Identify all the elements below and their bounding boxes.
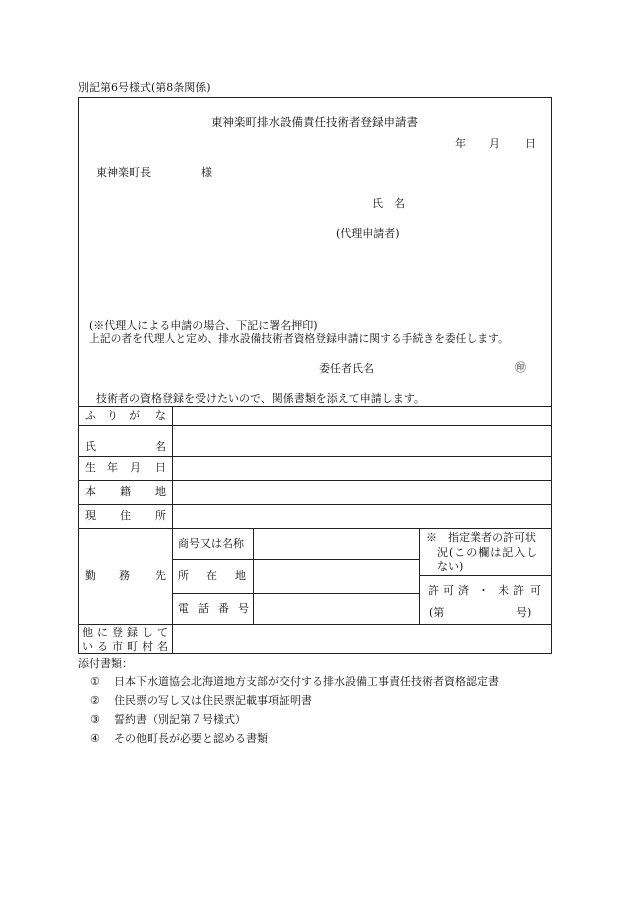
date-year-label: 年 bbox=[455, 137, 466, 150]
other-registration-line-2-char-1: い bbox=[82, 640, 93, 653]
attachment-number-3: ③ bbox=[90, 713, 100, 726]
delegator-name-label: 委任者氏名 bbox=[319, 362, 374, 375]
phone-label-char-2: 話 bbox=[198, 602, 209, 615]
other-registration-line-1-char-4: 録 bbox=[127, 626, 138, 639]
name-label-char-1: 氏 bbox=[85, 440, 96, 453]
other-registration-line-1-char-6: て bbox=[157, 626, 168, 639]
table-line-location bbox=[172, 593, 419, 594]
permit-number-prefix: (第 bbox=[429, 606, 445, 619]
table-line-name bbox=[78, 456, 552, 457]
date-day-label: 日 bbox=[525, 137, 536, 150]
birthdate-label-char-4: 日 bbox=[155, 461, 166, 474]
proxy-note: (※代理人による申請の場合、下記に署名押印) bbox=[89, 319, 318, 332]
permit-note-line-1: ※ 指定業者の許可状 bbox=[426, 531, 536, 544]
furigana-char-1: ふ bbox=[85, 409, 96, 422]
address-label-char-2: 住 bbox=[120, 509, 131, 522]
location-label-char-2: 在 bbox=[206, 569, 217, 582]
phone-label-char-3: 番 bbox=[218, 602, 229, 615]
permit-status-char-6: 許 bbox=[513, 584, 524, 597]
table-line-work bbox=[78, 624, 552, 625]
table-top-line bbox=[78, 406, 552, 407]
other-registration-line-2-char-5: 村 bbox=[142, 640, 153, 653]
name-label-char-2: 名 bbox=[155, 440, 166, 453]
trade-name-label: 商号又は名称 bbox=[178, 537, 244, 550]
birthdate-label-char-2: 年 bbox=[107, 461, 118, 474]
other-registration-line-1-char-2: に bbox=[97, 626, 108, 639]
workplace-label-char-2: 務 bbox=[119, 569, 130, 582]
address-label-char-1: 現 bbox=[85, 509, 96, 522]
furigana-char-3: が bbox=[129, 409, 140, 422]
permit-status-char-2: 可 bbox=[443, 584, 454, 597]
table-label-divider bbox=[172, 406, 173, 654]
applicant-name-label: 氏 名 bbox=[372, 197, 405, 210]
request-statement: 技術者の資格登録を受けたいので、関係書類を添えて申請します。 bbox=[96, 392, 425, 405]
date-month-label: 月 bbox=[489, 137, 500, 150]
table-line-permit bbox=[419, 575, 552, 576]
attachment-text-2: 住民票の写し又は住民票記載事項証明書 bbox=[114, 694, 312, 707]
location-label-char-3: 地 bbox=[235, 569, 246, 582]
other-registration-line-2-char-6: 名 bbox=[157, 640, 168, 653]
form-reference: 別記第6号様式(第8条関係) bbox=[78, 81, 211, 94]
table-line-trade bbox=[172, 559, 419, 560]
attachment-text-1: 日本下水道協会北海道地方支部が交付する排水設備工事責任技術者資格認定書 bbox=[114, 675, 499, 688]
form-title: 東神楽町排水設備責任技術者登録申請書 bbox=[211, 115, 418, 129]
workplace-label-char-3: 先 bbox=[155, 569, 166, 582]
table-line-domicile bbox=[78, 504, 552, 505]
address-label-char-3: 所 bbox=[155, 509, 166, 522]
permit-note-line-2: 況(この欄は記入し bbox=[437, 546, 539, 559]
furigana-char-4: な bbox=[155, 409, 166, 422]
permit-number-suffix: 号) bbox=[516, 606, 532, 619]
attachment-text-4: その他町長が必要と認める書類 bbox=[114, 732, 268, 745]
other-registration-line-1-char-3: 登 bbox=[112, 626, 123, 639]
attachments-heading: 添付書類： bbox=[78, 657, 133, 670]
birthdate-label-char-3: 月 bbox=[130, 461, 141, 474]
furigana-char-2: り bbox=[107, 409, 118, 422]
table-permit-divider bbox=[419, 528, 420, 624]
addressee-honorific: 様 bbox=[201, 166, 212, 179]
form-frame bbox=[78, 97, 552, 654]
other-registration-line-1-char-5: し bbox=[142, 626, 153, 639]
addressee-name: 東神楽町長 bbox=[96, 166, 151, 179]
permit-status-char-1: 許 bbox=[428, 584, 439, 597]
attachment-text-3: 誓約書（別記第７号様式） bbox=[114, 713, 246, 726]
attachment-number-1: ① bbox=[90, 675, 100, 688]
proxy-applicant-label: (代理申請者) bbox=[336, 227, 400, 240]
other-registration-line-2-char-4: 町 bbox=[127, 640, 138, 653]
other-registration-line-1-char-1: 他 bbox=[82, 626, 93, 639]
domicile-label-char-1: 本 bbox=[85, 485, 96, 498]
seal-icon: ㊞ bbox=[515, 361, 526, 374]
attachment-number-4: ④ bbox=[90, 732, 100, 745]
permit-note-line-3: ない) bbox=[437, 560, 464, 573]
proxy-statement: 上記の者を代理人と定め、排水設備技術者資格登録申請に関する手続きを委任します。 bbox=[89, 332, 509, 345]
table-line-address bbox=[78, 528, 552, 529]
workplace-label-char-1: 勤 bbox=[85, 569, 96, 582]
permit-status-char-4: ・ bbox=[478, 584, 489, 597]
phone-label-char-1: 電 bbox=[178, 602, 189, 615]
birthdate-label-char-1: 生 bbox=[85, 461, 96, 474]
permit-status-char-3: 済 bbox=[458, 584, 469, 597]
domicile-label-char-2: 籍 bbox=[120, 485, 131, 498]
location-label-char-1: 所 bbox=[178, 569, 189, 582]
phone-label-char-4: 号 bbox=[238, 602, 249, 615]
attachment-number-2: ② bbox=[90, 694, 100, 707]
domicile-label-char-3: 地 bbox=[155, 485, 166, 498]
table-sublabel-divider bbox=[253, 528, 254, 624]
table-line-furigana bbox=[78, 425, 552, 426]
other-registration-line-2-char-3: 市 bbox=[112, 640, 123, 653]
other-registration-line-2-char-2: る bbox=[97, 640, 108, 653]
permit-status-char-7: 可 bbox=[530, 584, 541, 597]
permit-status-char-5: 未 bbox=[498, 584, 509, 597]
table-line-birth bbox=[78, 480, 552, 481]
